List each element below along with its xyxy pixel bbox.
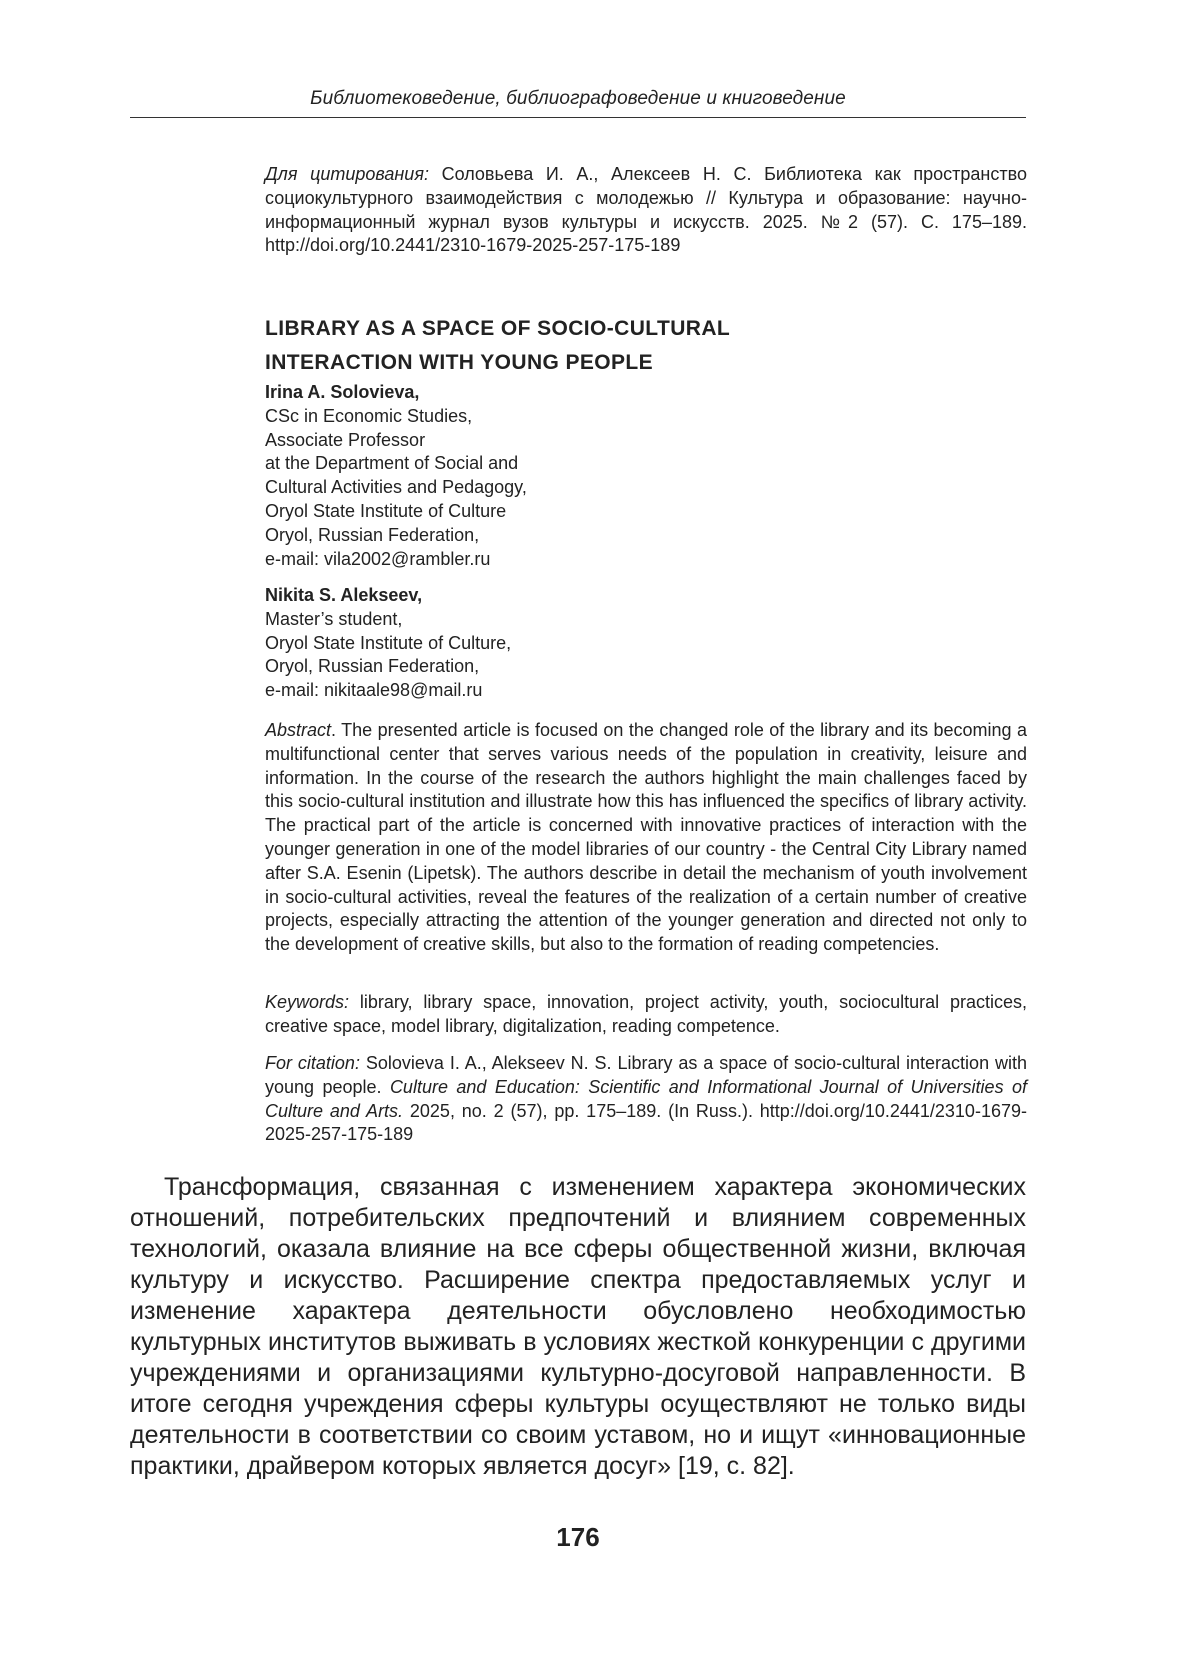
author-institution: Oryol State Institute of Culture <box>265 500 507 521</box>
author-department: at the Department of Social and <box>265 453 519 474</box>
running-head: Библиотековедение, библиографоведение и книговедение <box>310 88 846 109</box>
keywords-text: library, library space, innovation, project activity, youth, sociocultural practices, creative space, model library, digitalization, reading competence. <box>265 992 1027 1036</box>
author-name: Nikita S. Alekseev, <box>265 585 423 605</box>
page-number: 176 <box>556 1522 600 1552</box>
author-position: Master’s student, <box>265 608 403 629</box>
author-department: Cultural Activities and Pedagogy, <box>265 477 527 498</box>
article-title <box>265 312 1027 380</box>
english-citation-journal: Culture and Education: Scientific and Informational Journal of Universities of Culture and Arts. <box>265 1076 1027 1121</box>
author-institution: Oryol State Institute of Culture, <box>265 632 512 653</box>
english-citation-label: For citation: <box>265 1053 360 1073</box>
author-name: Irina A. Solovieva, <box>265 382 420 402</box>
abstract-text: . The presented article is focused on the changed role of the library and its becoming a multifunctional center that serves various needs of the population in creativity, leisure and information. In the course of the research the authors highlight the main challenges faced by this socio-cultural institution and illustrate how this has influenced the specifics of library activity. The practical part of the article is concerned with innovative practices of interaction with the younger generation in one of the model libraries of our country - the Central City Library named after S.A. Esenin (Lipetsk). The authors describe in detail the mechanism of youth involvement in socio-cultural activities, reveal the features of the realization of a certain number of creative projects, especially attracting the attention of the younger generation and directed not only to the development of creative skills, but also to the formation of reading competencies. <box>265 720 1027 955</box>
keywords-label: Keywords: <box>265 992 350 1012</box>
abstract <box>265 719 1027 957</box>
english-citation-text: Solovieva I. A., Alekseev N. S. Library as a space of socio-cultural interaction with young people. <box>265 1053 1027 1097</box>
author-block-2 <box>265 584 1027 703</box>
header-rule <box>130 117 1026 118</box>
author-email: e-mail: vila2002@rambler.ru <box>265 548 491 569</box>
abstract-label: Abstract <box>265 720 332 740</box>
english-citation <box>265 1052 1027 1147</box>
author-block-1 <box>265 381 1027 571</box>
english-citation-details: 2025, no. 2 (57), pp. 175–189. (In Russ.). http://doi.org/10.2441/2310-1679-2025-257-175-189 <box>265 1100 1027 1145</box>
body-paragraph: Трансформация, связанная с изменением характера экономических отношений, потребительских предпочтений и влиянием современных технологий, оказала влияние на все сферы общественной жизни, включая культуру и искусство. Расширение спектра предоставляемых услуг и изменение характера деятельности обусловлено необходимостью культурных институтов выживать в условиях жесткой конкуренции с другими учреждениями и организациями культурно-досуговой направленности. В итоге сегодня учреждения сферы культуры осуществляют не только виды деятельности в соответствии со своим уставом, но и ищут «инновационные практики, драйвером которых является досуг» [19, с. 82]. <box>130 1173 1026 1480</box>
author-position: Associate Professor <box>265 429 426 450</box>
author-location: Oryol, Russian Federation, <box>265 656 480 677</box>
author-email: e-mail: nikitaale98@mail.ru <box>265 680 483 701</box>
keywords <box>265 991 1027 1039</box>
russian-citation-label: Для цитирования: <box>265 164 429 184</box>
author-degree: CSc in Economic Studies, <box>265 405 473 426</box>
russian-citation-text: Соловьева И. А., Алексеев Н. С. Библиотека как пространство социокультурного взаимодействия с молодежью // Культура и образование: научно-информационный журнал вузов культуры и искусств. 2025. №2 (57). С. 175–189. http://doi.org/10.2441/2310-1679-2025-257-175-189 <box>265 164 1027 256</box>
article-title-line-1: LIBRARY AS A SPACE OF SOCIO-CULTURAL <box>265 317 731 340</box>
author-location: Oryol, Russian Federation, <box>265 524 480 545</box>
russian-citation <box>265 163 1027 258</box>
article-title-line-2: INTERACTION WITH YOUNG PEOPLE <box>265 351 654 374</box>
